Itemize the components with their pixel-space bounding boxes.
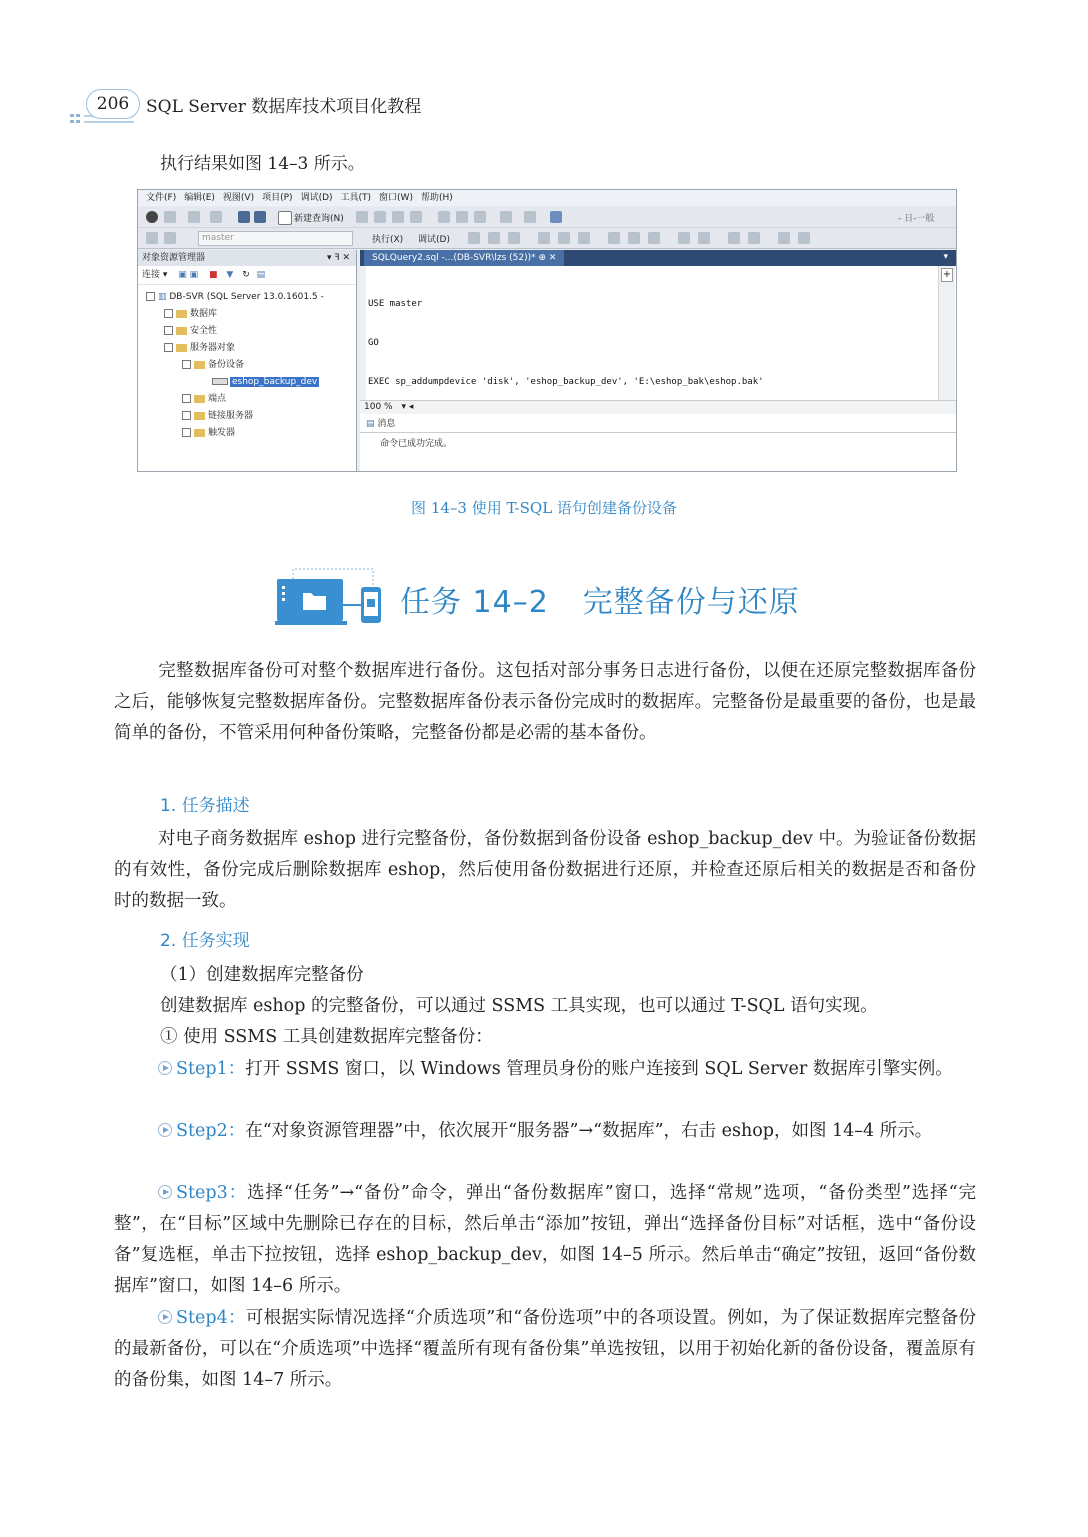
toolbar-icon[interactable] xyxy=(558,232,570,244)
result-message: 命令已成功完成。 xyxy=(380,439,453,449)
folder-icon xyxy=(176,344,187,352)
intro-text: 执行结果如图 14–3 所示。 xyxy=(160,154,365,174)
menu-item[interactable]: 文件(F) xyxy=(146,193,177,203)
play-arrow-icon xyxy=(158,1310,172,1324)
task-heading xyxy=(400,577,800,621)
refresh-icon[interactable]: ↻ xyxy=(242,270,250,280)
standard-toolbar xyxy=(138,207,956,228)
task-title: 完整备份与还原 xyxy=(582,585,800,620)
query-editor-panel xyxy=(360,250,956,471)
play-arrow-icon xyxy=(158,1061,172,1075)
collapse-icon[interactable] xyxy=(164,343,173,352)
menu-item[interactable]: 调试(D) xyxy=(300,193,333,203)
summary-icon[interactable]: ▤ xyxy=(256,270,266,280)
debug-button[interactable]: 调试(D) xyxy=(418,235,450,245)
expand-icon[interactable] xyxy=(182,428,191,437)
page-number: 206 xyxy=(86,89,140,119)
subheading: （1）创建数据库完整备份 xyxy=(160,965,364,985)
folder-icon xyxy=(194,412,205,420)
menu-item[interactable]: 项目(P) xyxy=(262,193,293,203)
filter-icon[interactable]: ▼ xyxy=(226,270,234,280)
play-arrow-icon xyxy=(158,1123,172,1137)
play-arrow-icon xyxy=(158,1185,172,1199)
redo-icon[interactable] xyxy=(524,211,536,223)
toolbar-icon[interactable] xyxy=(508,232,520,244)
execute-button[interactable]: 执行(X) xyxy=(372,235,404,245)
toolbar-icon[interactable] xyxy=(488,232,500,244)
tree-backup-device-item[interactable]: eshop_backup_dev xyxy=(212,375,319,389)
object-explorer-title: 对象资源管理器 ▾ ꟻ ✕ xyxy=(138,250,356,266)
save-all-icon[interactable] xyxy=(254,211,266,223)
chevron-down-icon[interactable]: ▾ ◂ xyxy=(401,402,414,412)
toolbar-icon[interactable] xyxy=(698,232,710,244)
toolbar-icon[interactable] xyxy=(608,232,620,244)
toolbar-icon[interactable] xyxy=(748,232,760,244)
cut-icon[interactable] xyxy=(438,211,450,223)
back-icon[interactable] xyxy=(146,211,158,223)
menu-bar xyxy=(138,190,956,206)
tape-device-icon xyxy=(212,378,228,385)
step-3: Step3：选择“任务”→“备份”命令，弹出“备份数据库”窗口，选择“常规”选项，“备份类型”选择“完整”，在“目标”区域中先删除已存在的目标，然后单击“添加”按钮，弹出“选择备份目标”对话框，选中“备份设备”复选框，单击下拉按钮，选择 eshop_backup_dev，如图 14–5 所示。然后单击“确定”按钮，返回“备份数据库”窗口，如图 14–6 所示。 xyxy=(114,1183,976,1296)
collapse-icon[interactable] xyxy=(182,360,191,369)
editor-margin xyxy=(360,266,366,400)
save-icon[interactable] xyxy=(238,211,250,223)
collapse-icon[interactable] xyxy=(146,292,155,301)
toolbar-icon[interactable] xyxy=(410,211,422,223)
new-project-icon[interactable] xyxy=(188,211,200,223)
menu-item[interactable]: 视图(V) xyxy=(222,193,255,203)
toolbar-icon[interactable] xyxy=(678,232,690,244)
folder-icon xyxy=(194,395,205,403)
toolbar-icon[interactable] xyxy=(798,232,810,244)
editor-tab[interactable]: SQLQuery2.sql -...(DB-SVR\lzs (52))* ⊕ ✕ xyxy=(364,250,564,266)
tab-dropdown-icon[interactable]: ▾ xyxy=(943,252,948,262)
open-icon[interactable] xyxy=(210,211,222,223)
tree-linked-servers-node[interactable]: 链接服务器 xyxy=(182,409,253,423)
toolbar-icon[interactable] xyxy=(164,232,176,244)
expand-icon[interactable] xyxy=(182,394,191,403)
book-title: SQL Server 数据库技术项目化教程 xyxy=(146,97,422,117)
tree-server-objects-node[interactable]: 服务器对象 xyxy=(164,341,235,355)
step-1: Step1：打开 SSMS 窗口，以 Windows 管理员身份的账户连接到 SQL Server 数据库引擎实例。 xyxy=(114,1054,976,1085)
toolbar-icon[interactable] xyxy=(728,232,740,244)
toolbar-icon[interactable] xyxy=(778,232,790,244)
messages-tab[interactable]: ▤ 消息 xyxy=(360,416,956,433)
toolbar-icon[interactable] xyxy=(374,211,386,223)
split-icon[interactable]: + xyxy=(942,269,952,280)
expand-icon[interactable] xyxy=(164,326,173,335)
forward-icon[interactable] xyxy=(164,211,176,223)
object-explorer-toolbar xyxy=(138,266,356,285)
message-icon: ▤ xyxy=(366,419,378,429)
quick-launch[interactable]: - 日-一般 xyxy=(898,214,935,224)
folder-icon xyxy=(194,429,205,437)
tree-security-node[interactable]: 安全性 xyxy=(164,324,217,338)
paragraph: 完整数据库备份可对整个数据库进行备份。这包括对部分事务日志进行备份，以便在还原完整数据库备份之后，能够恢复完整数据库备份。完整数据库备份表示备份完成时的数据库。完整备份是最重要的备份，也是最简单的备份，不管采用何种备份策略，完整备份都是必需的基本备份。 xyxy=(114,661,976,743)
object-explorer-panel xyxy=(138,250,357,471)
section-heading: 2. 任务实现 xyxy=(160,931,250,951)
menu-item[interactable]: 帮助(H) xyxy=(420,193,453,203)
tree-triggers-node[interactable]: 触发器 xyxy=(182,426,235,440)
editor-tab-strip xyxy=(360,250,956,266)
sql-editor-toolbar xyxy=(138,228,956,249)
connect-button[interactable]: 连接 ▾ xyxy=(142,270,168,280)
tree-backup-devices-node[interactable]: 备份设备 xyxy=(182,358,244,372)
folder-icon xyxy=(176,310,187,318)
toolbar-icon[interactable] xyxy=(578,232,590,244)
ssms-screenshot xyxy=(137,189,957,472)
sql-code[interactable] xyxy=(368,272,764,415)
toolbar-icon[interactable] xyxy=(648,232,660,244)
toolbar-icon[interactable] xyxy=(538,232,550,244)
paste-icon[interactable] xyxy=(474,211,486,223)
toolbar-icon[interactable] xyxy=(628,232,640,244)
code-line: GO xyxy=(368,338,379,348)
database-select[interactable]: master xyxy=(198,231,353,246)
step-4: Step4：可根据实际情况选择“介质选项”和“备份选项”中的各项设置。例如，为了保证数据库完整备份的最新备份，可以在“介质选项”中选择“覆盖所有现有备份集”单选按钮，以用于初始化新的备份设备，覆盖原有的备份集，如图 14–7 所示。 xyxy=(114,1308,976,1390)
menu-item[interactable]: 编辑(E) xyxy=(184,193,215,203)
stop-icon[interactable]: ■ xyxy=(209,270,218,280)
menu-item[interactable]: 窗口(W) xyxy=(379,193,413,203)
toolbar-icon[interactable] xyxy=(146,232,158,244)
task-banner-icon xyxy=(273,567,393,629)
zoom-select[interactable]: 100 % xyxy=(364,402,393,412)
folder-icon xyxy=(176,327,187,335)
toolbar-icon[interactable] xyxy=(468,232,480,244)
figure-caption: 图 14–3 使用 T-SQL 语句创建备份设备 xyxy=(411,499,677,517)
tree-databases-node[interactable]: 数据库 xyxy=(164,307,217,321)
section-heading: 1. 任务描述 xyxy=(160,796,250,816)
step-2: Step2：在“对象资源管理器”中，依次展开“服务器”→“数据库”，右击 eshop，如图 14–4 所示。 xyxy=(114,1116,976,1147)
code-line: EXEC sp_addumpdevice 'disk', 'eshop_backup_dev', 'E:\eshop_bak\eshop.bak' xyxy=(368,377,764,387)
expand-icon[interactable] xyxy=(164,309,173,318)
connect-icon[interactable]: ▣ ▣ xyxy=(178,270,199,280)
new-query-icon[interactable] xyxy=(278,211,292,225)
paragraph: 对电子商务数据库 eshop 进行完整备份，备份数据到备份设备 eshop_backup_dev 中。为验证备份数据的有效性，备份完成后删除数据库 eshop，然后使用备份数据进行还原，并检查还原后相关的数据是否和备份时的数据一致。 xyxy=(114,829,976,911)
zoom-bar xyxy=(360,400,957,414)
menu-item[interactable]: 工具(T) xyxy=(340,193,372,203)
editor-vertical-scrollbar[interactable] xyxy=(938,266,955,400)
code-line: USE master xyxy=(368,299,423,309)
expand-icon[interactable] xyxy=(182,411,191,420)
task-label: 任务 14–2 xyxy=(400,585,549,620)
undo-icon[interactable] xyxy=(500,211,512,223)
server-icon: ▥ xyxy=(158,292,170,302)
folder-icon xyxy=(194,361,205,369)
tree-server-node[interactable]: ▥ DB-SVR (SQL Server 13.0.1601.5 - xyxy=(146,290,324,304)
paragraph: 创建数据库 eshop 的完整备份，可以通过 SSMS 工具实现，也可以通过 T-SQL 语句实现。 xyxy=(160,996,878,1016)
panel-pin-close-icon[interactable]: ▾ ꟻ ✕ xyxy=(327,253,350,263)
toolbar-icon[interactable] xyxy=(392,211,404,223)
tree-endpoints-node[interactable]: 端点 xyxy=(182,392,226,406)
toolbar-icon[interactable] xyxy=(356,211,368,223)
new-query-button[interactable]: 新建查询(N) xyxy=(294,214,344,224)
copy-icon[interactable] xyxy=(456,211,468,223)
toolbar-icon[interactable] xyxy=(550,211,562,223)
paragraph: ① 使用 SSMS 工具创建数据库完整备份： xyxy=(160,1027,493,1047)
